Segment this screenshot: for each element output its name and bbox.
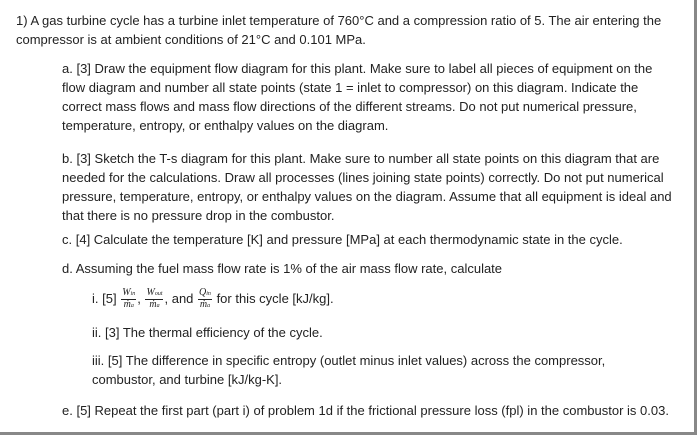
part-a-text: a. [3] Draw the equipment flow diagram for this plant. Make sure to label all pieces of equipment on the flow diagram and number all state points (state 1 = inlet to compressor) on this diagram. Indicate the correct mass flows and mass flow directions of the different streams. Do not put numerical pressure, temperature, entropy, or enthalpy values on the diagram.: [62, 61, 653, 133]
part-e-text: e. [5] Repeat the first part (part i) of problem 1d if the frictional pressure loss (fpl) in the combustor is 0.03.: [62, 403, 669, 418]
part-d-i-line: [92, 288, 672, 311]
part-d-ii-text: ii. [3] The thermal efficiency of the cycle.: [92, 325, 323, 340]
part-d-iii-text: iii. [5] The difference in specific entropy (outlet minus inlet values) across the compressor, combustor, and turbine [kJ/kg-K].: [92, 353, 606, 387]
heat-in-fraction: $\frac{\text{Qin}}{\text{ṁa}}$: [199, 287, 211, 310]
work-out-fraction: $\frac{\text{Wout}}{\text{ṁa}}$: [146, 287, 163, 310]
part-c-text: c. [4] Calculate the temperature [K] and pressure [MPa] at each thermodynamic state in the cycle.: [62, 232, 623, 247]
fraction-separator-1: ,: [137, 290, 141, 306]
part-d-i-prefix: i. [5]: [92, 290, 117, 306]
work-in-fraction: $\frac{\text{Win}}{\text{ṁa}}$: [122, 287, 136, 310]
part-b-text: b. [3] Sketch the T-s diagram for this plant. Make sure to number all state points on this diagram that are needed for the calculations. Draw all processes (lines joining state points) correctly. Do not put numerical pressure, temperature, entropy, or enthalpy values on the diagram. Assume that all equipment is ideal and that there is no pressure drop in the combustor.: [62, 151, 672, 223]
fraction-separator-2: , and: [164, 290, 194, 306]
problem-intro: 1) A gas turbine cycle has a turbine inlet temperature of 760°C and a compression ratio of 5. The air entering the compressor is at ambient conditions of 21°C and 0.101 MPa.: [16, 13, 662, 47]
part-d-text: d. Assuming the fuel mass flow rate is 1% of the air mass flow rate, calculate: [62, 261, 503, 276]
part-d-i-suffix: for this cycle [kJ/kg].: [216, 290, 334, 306]
